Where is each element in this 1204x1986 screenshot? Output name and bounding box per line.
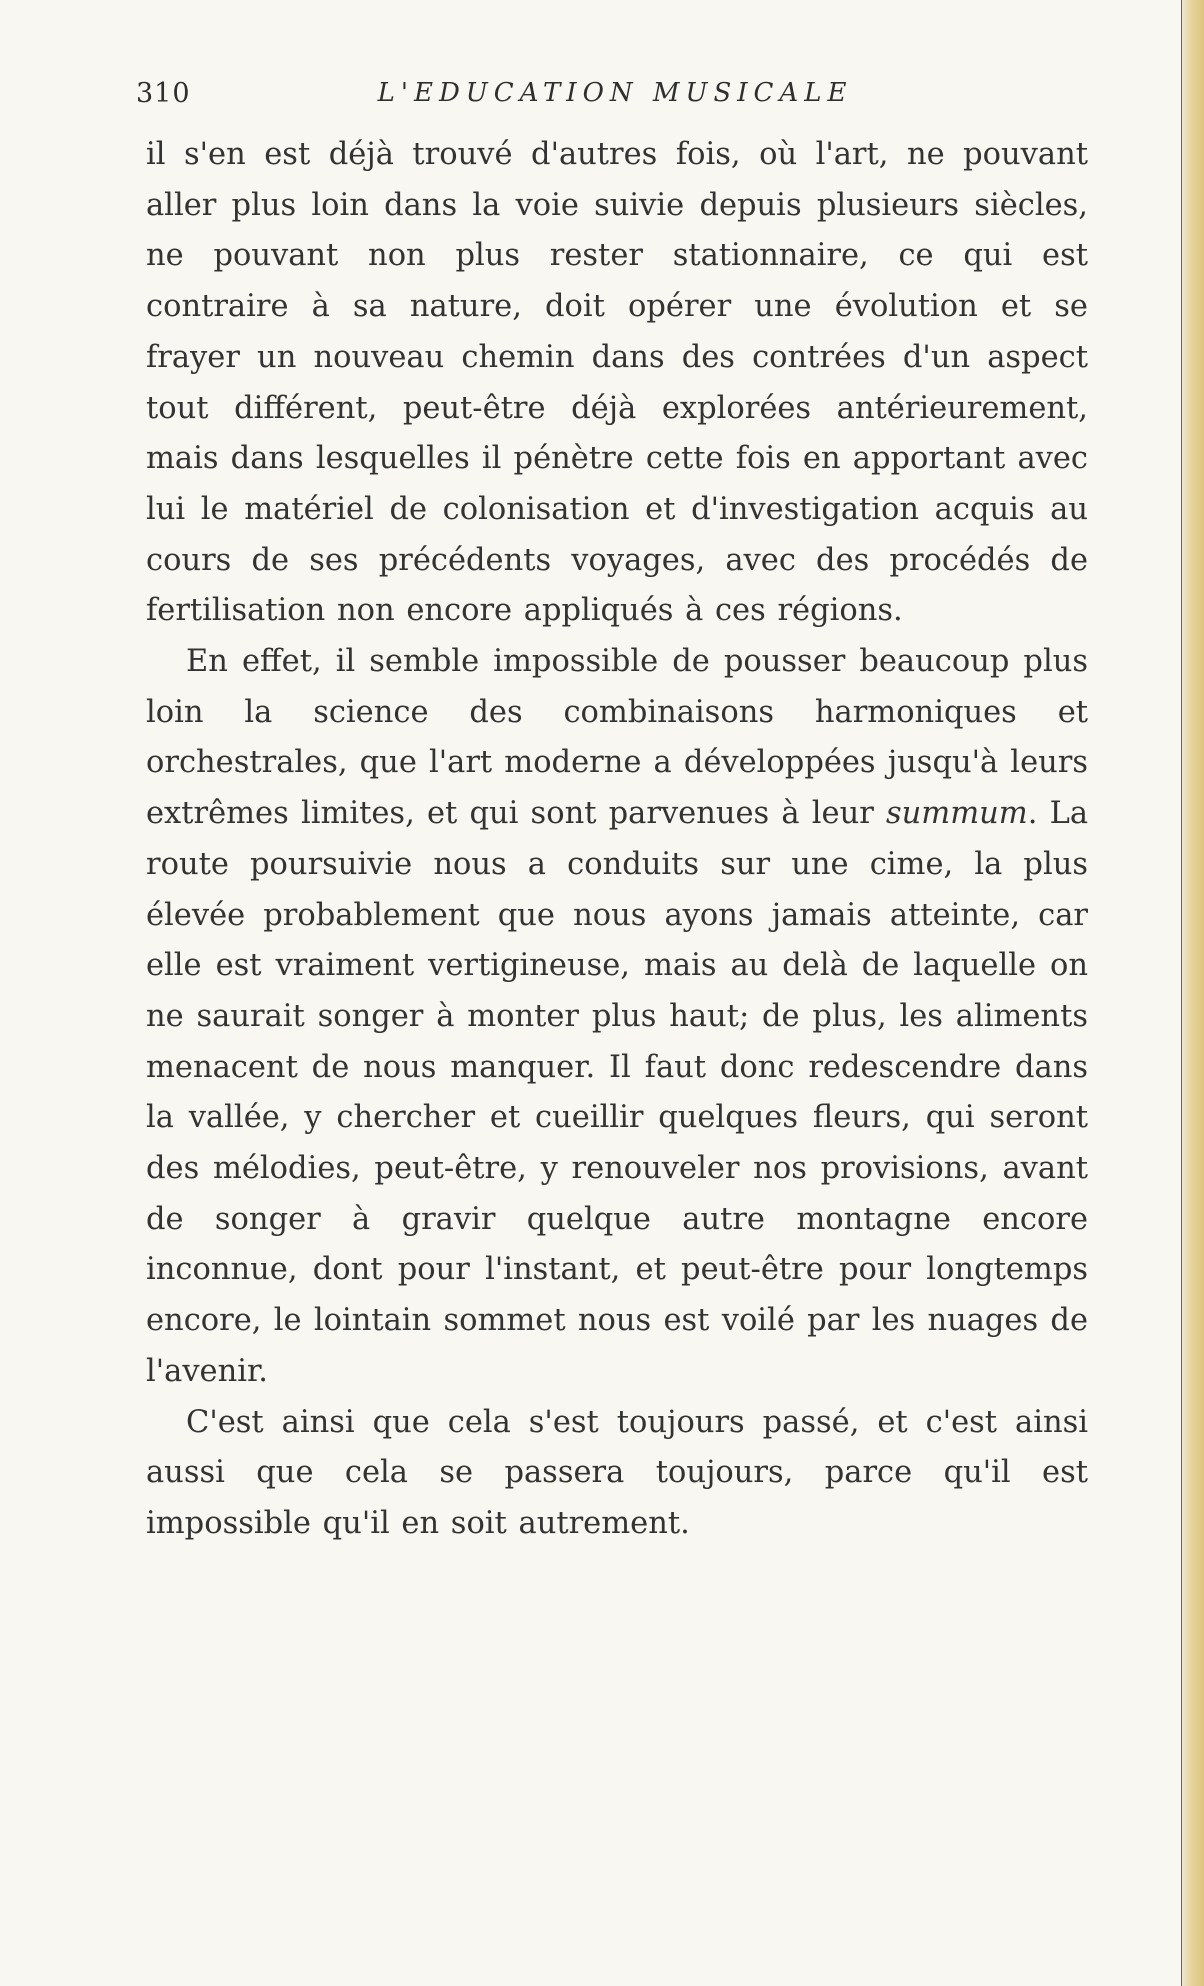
body-text: [146, 130, 1088, 1550]
paragraph-1: il s'en est déjà trouvé d'autres fois, où l'art, ne pouvant aller plus loin dans la voie suivie depuis plusieurs siècles, ne pouvant non plus rester stationnaire, ce qui est contraire à sa nature, doit opérer une évolution et se frayer un nouveau chemin dans des contrées d'un aspect tout différent, peut-être déjà explorées antérieurement, mais dans lesquelles il pénètre cette fois en apportant avec lui le matériel de colonisation et d'investigation acquis au cours de ses précédents voyages, avec des procédés de fertilisation non encore appliqués à ces régions.: [146, 137, 1088, 629]
paragraph-2-text-after: . La route poursuivie nous a conduits sur une cime, la plus élevée probablement que nous ayons jamais atteinte, car elle est vraiment vertigineuse, mais au delà de laquelle on ne saurait songer à monter plus haut; de plus, les aliments menacent de nous manquer. Il faut donc redescendre dans la vallée, y chercher et cueillir quelques fleurs, qui seront des mélodies, peut-être, y renouveler nos provisions, avant de songer à gravir quelque autre montagne encore inconnue, dont pour l'instant, et peut-être pour longtemps encore, le lointain sommet nous est voilé par les nuages de l'avenir.: [146, 796, 1089, 1389]
paragraph-3: C'est ainsi que cela s'est toujours passé, et c'est ainsi aussi que cela se passera toujours, parce qu'il est impossible qu'il en soit autrement.: [146, 1404, 1088, 1541]
book-title: L'EDUCATION MUSICALE: [377, 78, 853, 108]
page-edge: [1182, 0, 1204, 1986]
paragraph-2: [146, 637, 1088, 1398]
page-number: 310: [136, 78, 191, 109]
paragraph-2-text-before: En effet, il semble impossible de pousser beaucoup plus loin la science des combinaisons harmoniques et orchestrales, que l'art moderne a développées jusqu'à leurs extrêmes limites, et qui sont parvenues à leur: [146, 644, 1088, 832]
paragraph-2-emphasis: summum: [885, 796, 1028, 832]
running-head: [136, 78, 1094, 118]
